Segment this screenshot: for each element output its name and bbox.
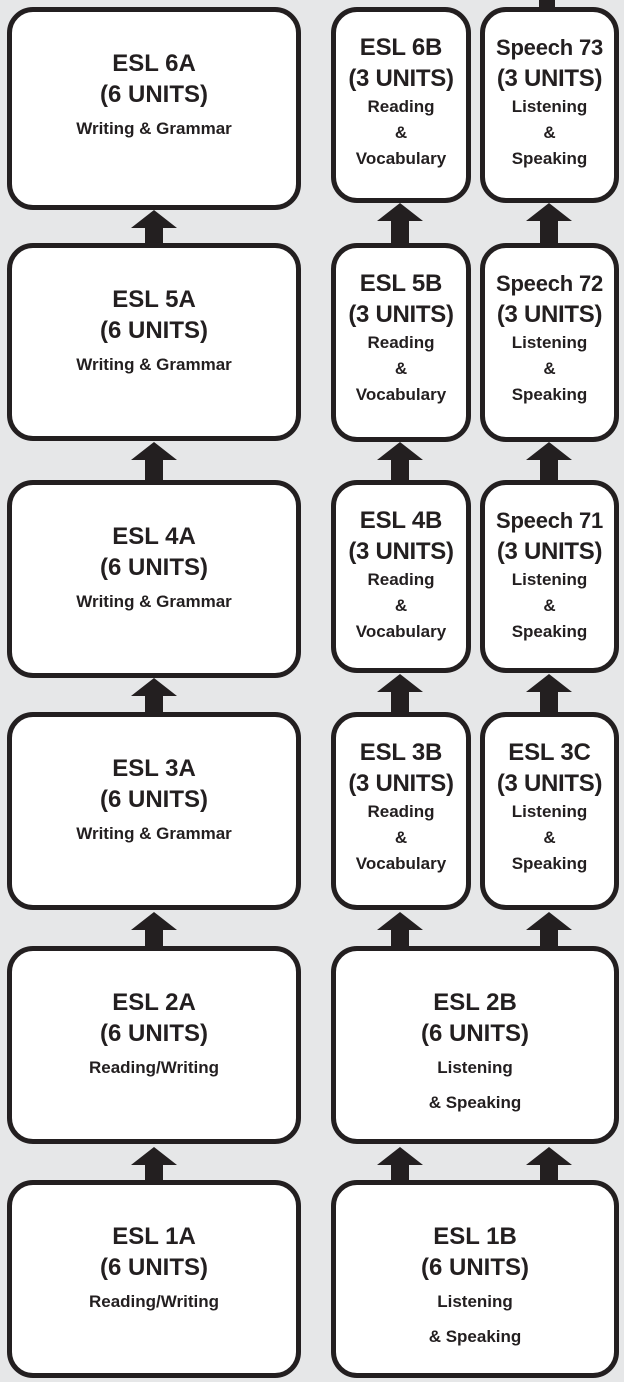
course-description-line2: & bbox=[543, 828, 556, 847]
course-title: ESL 1B bbox=[433, 1223, 517, 1250]
course-box-esl-6b bbox=[331, 7, 471, 203]
course-description: Writing & Grammar bbox=[76, 119, 232, 138]
up-arrow-icon bbox=[377, 674, 423, 712]
up-arrow-icon bbox=[377, 203, 423, 243]
course-box-esl-5b bbox=[331, 243, 471, 442]
course-units: (3 UNITS) bbox=[348, 65, 454, 92]
course-description: Writing & Grammar bbox=[76, 592, 232, 611]
course-title: ESL 6A bbox=[112, 50, 196, 77]
course-units: (3 UNITS) bbox=[496, 770, 603, 797]
course-box-speech-72 bbox=[480, 243, 619, 442]
course-title: ESL 3B bbox=[359, 739, 443, 766]
course-title: ESL 4B bbox=[359, 507, 443, 534]
course-box-esl-2a bbox=[7, 946, 301, 1144]
up-arrow-icon bbox=[526, 203, 572, 243]
up-arrow-icon bbox=[131, 912, 177, 946]
course-box-esl-1b bbox=[331, 1180, 619, 1378]
course-units: (6 UNITS) bbox=[100, 554, 208, 581]
course-description: Listening bbox=[437, 1058, 513, 1077]
course-title: ESL 3A bbox=[112, 755, 196, 782]
up-arrow-icon bbox=[131, 442, 177, 480]
course-box-esl-3a bbox=[7, 712, 301, 910]
course-description-line3: Vocabulary bbox=[355, 385, 447, 404]
course-title: ESL 5A bbox=[112, 286, 196, 313]
course-description: Reading bbox=[367, 333, 435, 352]
course-title: ESL 2A bbox=[112, 989, 196, 1016]
course-description: Reading/Writing bbox=[88, 1292, 219, 1311]
course-description-line3: Speaking bbox=[511, 149, 588, 168]
course-units: (3 UNITS) bbox=[348, 538, 454, 565]
course-box-speech-73 bbox=[480, 7, 619, 203]
course-description: Reading bbox=[367, 570, 435, 589]
course-box-esl-1a bbox=[7, 1180, 301, 1378]
course-description-line2: & bbox=[394, 123, 408, 142]
course-description: Reading/Writing bbox=[88, 1058, 219, 1077]
up-arrow-icon bbox=[377, 1147, 423, 1180]
course-units: (6 UNITS) bbox=[100, 81, 208, 108]
course-description-line3: Vocabulary bbox=[355, 854, 447, 873]
up-arrow-icon bbox=[377, 912, 423, 946]
course-box-esl-4b bbox=[331, 480, 471, 673]
course-box-esl-2b bbox=[331, 946, 619, 1144]
course-title: Speech 73 bbox=[495, 35, 604, 60]
course-box-esl-5a bbox=[7, 243, 301, 441]
course-title: ESL 3C bbox=[508, 739, 591, 766]
course-units: (6 UNITS) bbox=[100, 317, 208, 344]
course-units: (6 UNITS) bbox=[100, 1254, 208, 1281]
course-title: ESL 6B bbox=[359, 34, 443, 61]
course-description: Listening bbox=[511, 97, 588, 116]
course-description-line3: Speaking bbox=[511, 385, 588, 404]
up-arrow-icon bbox=[131, 678, 177, 712]
course-box-esl-3c bbox=[480, 712, 619, 910]
up-arrow-icon bbox=[526, 674, 572, 712]
course-description-line2: & bbox=[543, 123, 556, 142]
course-description: Listening bbox=[437, 1292, 513, 1311]
course-description: Listening bbox=[511, 570, 588, 589]
course-units: (3 UNITS) bbox=[348, 301, 454, 328]
course-title: ESL 5B bbox=[359, 270, 443, 297]
course-description-line3: Speaking bbox=[511, 854, 588, 873]
course-units: (6 UNITS) bbox=[100, 1020, 208, 1047]
course-description-line2: & bbox=[394, 828, 408, 847]
course-description: Writing & Grammar bbox=[76, 355, 232, 374]
course-description-line2: & Speaking bbox=[428, 1093, 522, 1112]
course-box-esl-4a bbox=[7, 480, 301, 678]
course-description-line2: & Speaking bbox=[428, 1327, 522, 1346]
course-units: (6 UNITS) bbox=[421, 1254, 529, 1281]
course-box-esl-3b bbox=[331, 712, 471, 910]
course-description: Listening bbox=[511, 802, 588, 821]
course-title: ESL 1A bbox=[112, 1223, 196, 1250]
course-title: ESL 2B bbox=[433, 989, 517, 1016]
course-units: (3 UNITS) bbox=[496, 65, 603, 92]
course-title: Speech 71 bbox=[495, 508, 604, 533]
course-description-line3: Vocabulary bbox=[355, 149, 447, 168]
course-description-line2: & bbox=[543, 359, 556, 378]
course-description: Reading bbox=[367, 802, 435, 821]
course-units: (6 UNITS) bbox=[421, 1020, 529, 1047]
up-arrow-icon bbox=[526, 1147, 572, 1180]
course-description-line3: Vocabulary bbox=[355, 622, 447, 641]
up-arrow-icon bbox=[526, 912, 572, 946]
course-units: (6 UNITS) bbox=[100, 786, 208, 813]
course-title: Speech 72 bbox=[495, 271, 604, 296]
course-description-line2: & bbox=[394, 359, 408, 378]
course-box-speech-71 bbox=[480, 480, 619, 673]
course-description: Listening bbox=[511, 333, 588, 352]
course-units: (3 UNITS) bbox=[496, 301, 603, 328]
up-arrow-icon bbox=[526, 442, 572, 480]
course-description-line3: Speaking bbox=[511, 622, 588, 641]
course-description-line2: & bbox=[394, 596, 408, 615]
course-units: (3 UNITS) bbox=[496, 538, 603, 565]
course-title: ESL 4A bbox=[112, 523, 196, 550]
course-description-line2: & bbox=[543, 596, 556, 615]
up-arrow-icon bbox=[131, 210, 177, 243]
up-arrow-icon bbox=[131, 1147, 177, 1180]
course-description: Writing & Grammar bbox=[76, 824, 232, 843]
course-description: Reading bbox=[367, 97, 435, 116]
course-box-esl-6a bbox=[7, 7, 301, 210]
course-units: (3 UNITS) bbox=[348, 770, 454, 797]
up-arrow-icon bbox=[377, 442, 423, 480]
